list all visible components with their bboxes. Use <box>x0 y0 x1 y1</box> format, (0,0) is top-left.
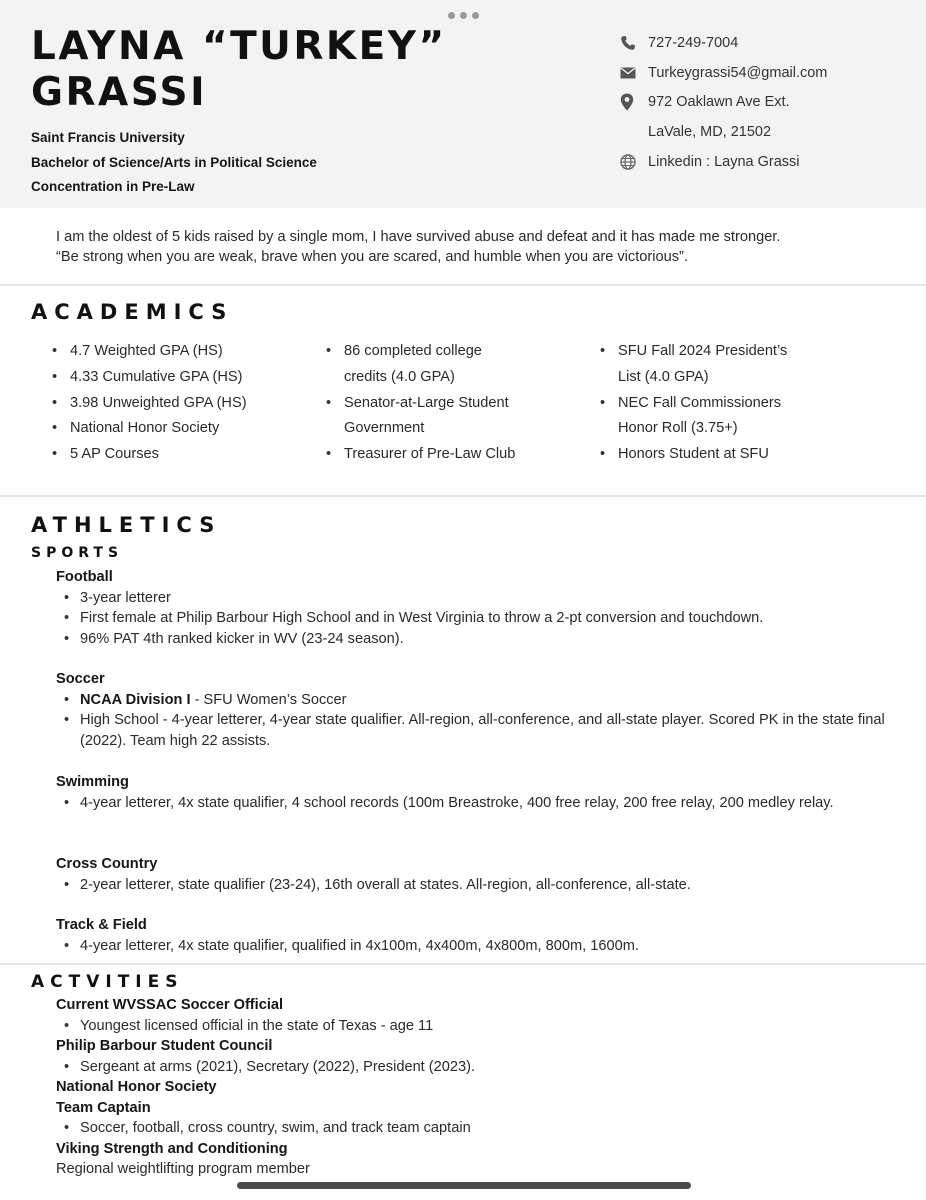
list-item: • SFU Fall 2024 President’s List (4.0 GPA) <box>600 339 900 391</box>
resume-header <box>0 0 926 208</box>
contact-info <box>620 28 920 177</box>
list-item: • First female at Philip Barbour High School and in West Virginia to throw a 2-pt conversion and touchdown. <box>56 608 916 629</box>
sport-swimming <box>56 772 916 813</box>
activity-description: Regional weightlifting program member <box>56 1161 310 1177</box>
address-city: LaVale, MD, 21502 <box>648 124 772 141</box>
address-street: 972 Oaklawn Ave Ext. <box>648 94 790 111</box>
contact-address-2 <box>620 117 920 147</box>
contact-email <box>620 58 920 88</box>
list-item: • Sergeant at arms (2021), Secretary (2022), President (2023). <box>56 1057 916 1078</box>
more-icon[interactable] <box>448 12 480 20</box>
sport-name: Swimming <box>56 774 129 790</box>
activity-name: Current WVSSAC Soccer Official <box>56 997 284 1013</box>
list-item: • Youngest licensed official in the state of Texas - age 11 <box>56 1016 916 1037</box>
list-item: • 4-year letterer, 4x state qualifier, 4 school records (100m Breastroke, 400 free relay, 200 free relay, 200 medley relay. <box>56 793 916 814</box>
activity-name: Philip Barbour Student Council <box>56 1038 273 1054</box>
contact-linkedin <box>620 147 920 177</box>
list-item: • Soccer, football, cross country, swim, and track team captain <box>56 1118 916 1139</box>
sport-name: Soccer <box>56 671 105 687</box>
section-title-academics: ACADEMICS <box>31 300 234 324</box>
list-item: • 86 completed college credits (4.0 GPA) <box>326 339 586 391</box>
academics-column-3 <box>600 339 900 468</box>
list-item: • High School - 4-year letterer, 4-year state qualifier. All-region, all-conference, and all-state player. Scored PK in the state final (2022). Team high 22 assists. <box>56 710 916 751</box>
email-address[interactable]: Turkeygrassi54@gmail.com <box>648 64 828 81</box>
home-indicator[interactable] <box>237 1182 691 1189</box>
list-item: • 3-year letterer <box>56 588 916 609</box>
candidate-name <box>31 24 551 116</box>
list-item: • Senator-at-Large Student Government <box>326 391 586 443</box>
sport-football <box>56 567 916 649</box>
list-item: • 2-year letterer, state qualifier (23-24), 16th overall at states. All-region, all-conference, all-state. <box>56 875 916 896</box>
school-name: Saint Francis University <box>31 130 185 145</box>
list-item: • 96% PAT 4th ranked kicker in WV (23-24 season). <box>56 629 916 650</box>
sport-soccer <box>56 669 916 751</box>
list-item: • 4-year letterer, 4x state qualifier, qualified in 4x100m, 4x400m, 4x800m, 800m, 1600m. <box>56 936 916 957</box>
intro-statement <box>56 227 906 267</box>
location-pin-icon <box>620 93 648 111</box>
divider <box>0 963 926 965</box>
activity-name: National Honor Society <box>56 1079 217 1095</box>
list-item: • NEC Fall Commissioners Honor Roll (3.75+) <box>600 391 900 443</box>
section-title-athletics: ATHLETICS <box>31 513 222 537</box>
divider <box>0 284 926 286</box>
degree-name: Bachelor of Science/Arts in Political Science <box>31 154 317 170</box>
phone-number[interactable]: 727-249-7004 <box>648 34 739 51</box>
intro-line-1: I am the oldest of 5 kids raised by a single mom, I have survived abuse and defeat and it has made me stronger. <box>56 229 781 245</box>
phone-icon <box>620 35 648 51</box>
list-item: • Honors Student at SFU <box>600 442 900 468</box>
academics-column-1 <box>52 339 312 468</box>
sport-name: Track & Field <box>56 917 147 933</box>
sport-name: Cross Country <box>56 856 158 872</box>
name-line-1: LAYNA “TURKEY” <box>31 24 447 69</box>
divider <box>0 495 926 497</box>
contact-address-1 <box>620 88 920 118</box>
list-item: • National Honor Society <box>52 416 312 442</box>
list-item: • 3.98 Unweighted GPA (HS) <box>52 391 312 417</box>
activities-list <box>56 995 916 1180</box>
list-item: • NCAA Division I - SFU Women’s Soccer <box>56 690 916 711</box>
mail-icon <box>620 67 648 79</box>
name-line-2: GRASSI <box>31 70 208 115</box>
sport-cross-country <box>56 854 916 895</box>
activity-name: Team Captain <box>56 1099 151 1116</box>
intro-quote: “Be strong when you are weak, brave when you are scared, and humble when you are victorious”. <box>56 249 688 265</box>
subsection-title-sports: SPORTS <box>31 545 124 561</box>
academics-column-2 <box>326 339 586 468</box>
section-title-activities: ACTVITIES <box>31 972 184 992</box>
concentration: Concentration in Pre-Law <box>31 179 195 194</box>
list-item: • 4.33 Cumulative GPA (HS) <box>52 365 312 391</box>
list-item: • 4.7 Weighted GPA (HS) <box>52 339 312 365</box>
list-item: • Treasurer of Pre-Law Club <box>326 442 586 468</box>
list-item: • 5 AP Courses <box>52 442 312 468</box>
linkedin-link[interactable]: Linkedin : Layna Grassi <box>648 154 800 171</box>
education-summary <box>31 126 317 200</box>
activity-name: Viking Strength and Conditioning <box>56 1140 288 1157</box>
sport-track-field <box>56 915 916 956</box>
contact-phone <box>620 28 920 58</box>
globe-icon <box>620 154 648 170</box>
sport-name: Football <box>56 569 113 585</box>
